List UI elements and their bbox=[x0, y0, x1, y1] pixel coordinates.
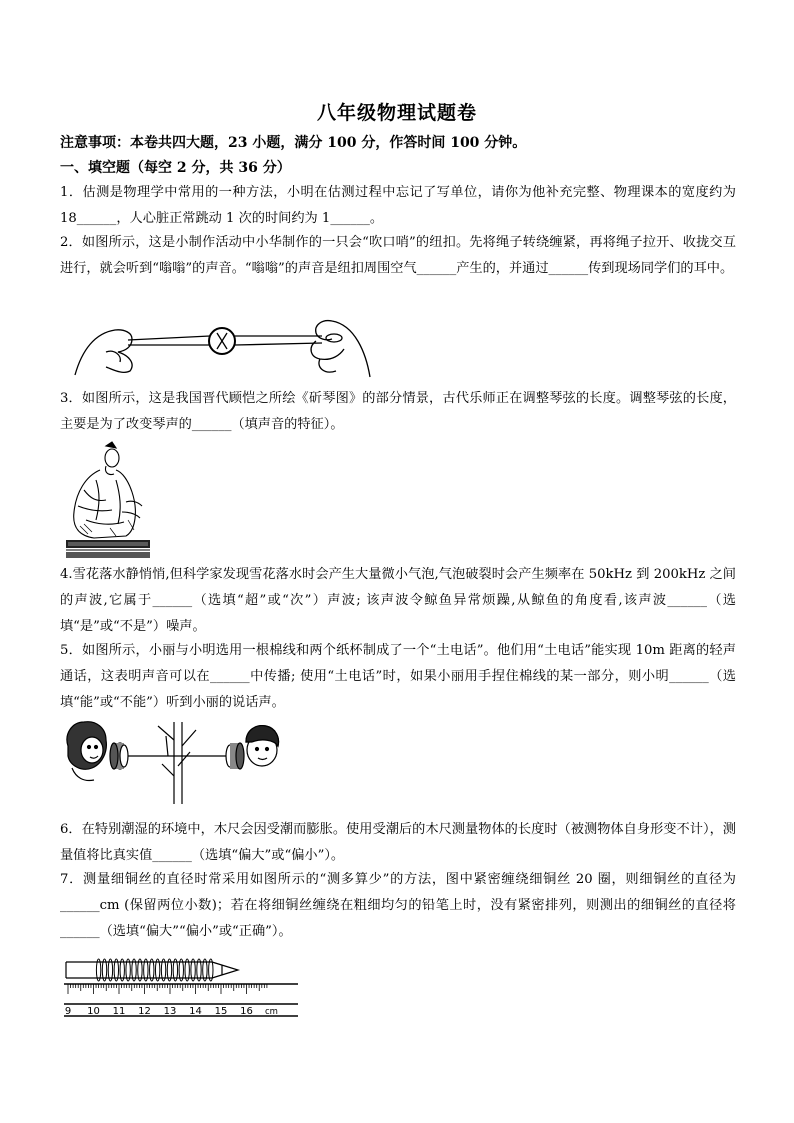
right-hand bbox=[316, 321, 370, 377]
exam-notice: 注意事项：本卷共四大题，23 小题，满分 100 分，作答时间 100 分钟。 bbox=[60, 135, 527, 151]
page-title: 八年级物理试题卷 bbox=[316, 102, 477, 124]
ruler-unit: cm bbox=[265, 1007, 278, 1017]
question-3: 3．如图所示，这是我国晋代顾恺之所绘《斫琴图》的部分情景，古代乐师正在调整琴弦的长度。调整琴弦的长度，主要是为了改变琴声的______（填声音的特征）。 bbox=[60, 391, 736, 432]
section-heading: 一、填空题（每空 2 分，共 36 分） bbox=[60, 160, 291, 176]
string-left bbox=[128, 336, 210, 340]
question-5: 5．如图所示，小丽与小明选用一根棉线和两个纸杯制成了一个“土电话”。他们用“土电话”能实现 10m 距离的轻声通话，这表明声音可以在______中传播; 使用“土电话”时，如果小丽用手捏住棉线的某一部分，则小明______（选填“能”或“不能”）听到小丽的说话声。 bbox=[60, 643, 736, 710]
ruler-tick-label: 15 bbox=[214, 1006, 228, 1017]
cup-left bbox=[110, 743, 128, 769]
string-telephone-figure bbox=[62, 716, 280, 808]
tree-support bbox=[158, 722, 196, 804]
ruler-tick-label: 10 bbox=[87, 1006, 100, 1017]
pencil bbox=[66, 962, 238, 978]
ruler-tick-label: 12 bbox=[138, 1006, 151, 1017]
ruler-tick-label: 11 bbox=[112, 1006, 126, 1017]
question-1: 1．估测是物理学中常用的一种方法，小明在估测过程中忘记了写单位，请你为他补充完整、物理课本的宽度约为 18______，人心脏正常跳动 1 次的时间约为 1______。 bbox=[60, 185, 736, 226]
question-6: 6．在特别潮湿的环境中，木尺会因受潮而膨胀。使用受潮后的木尺测量物体的长度时（被测物体自身形变不计），测量值将比真实值______（选填“偏大”或“偏小”）。 bbox=[60, 822, 736, 863]
girl-xiaoli bbox=[67, 722, 106, 781]
ruler-tick-label: 13 bbox=[163, 1006, 177, 1017]
zither-painting-figure bbox=[66, 440, 150, 558]
ruler-wire-figure bbox=[62, 944, 302, 1020]
left-hand bbox=[75, 330, 132, 375]
question-7: 7．测量细铜丝的直径时常采用如图所示的“测多算少”的方法，图中紧密缠绕细铜丝 20 圈，则细铜丝的直径为______cm (保留两位小数)；若在将细铜丝缠绕在粗细均匀的铅笔上时，没有紧密排列，则测出的细铜丝的直径将______（选填“偏大”“偏小”或“正确”）。 bbox=[60, 872, 736, 939]
ruler-tick-label: 16 bbox=[240, 1006, 253, 1017]
question-2: 2．如图所示，这是小制作活动中小华制作的一只会“吹口哨”的纽扣。先将绳子转绕缠紧，再将绳子拉开、收拢交互进行，就会听到“嗡嗡”的声音。“嗡嗡”的声音是纽扣周围空气______产生的，并通过______传到现场同学们的耳中。 bbox=[60, 235, 736, 276]
cup-right bbox=[226, 743, 244, 769]
boy-xiaoming bbox=[246, 726, 279, 766]
button-whistle-figure bbox=[70, 305, 380, 380]
ruler-tick-label: 14 bbox=[189, 1006, 202, 1017]
ruler-tick-label: 9 bbox=[64, 1006, 72, 1017]
question-4: 4.雪花落水静悄悄,但科学家发现雪花落水时会产生大量微小气泡,气泡破裂时会产生频率在 50kHz 到 200kHz 之间的声波,它属于______（选填“超”或“次”）声波; 该声波令鲸鱼异常烦躁,从鲸鱼的角度看,该声波______（选填“是”或“不是”）噪声。 bbox=[60, 567, 736, 634]
ruler-ticks bbox=[68, 984, 267, 994]
